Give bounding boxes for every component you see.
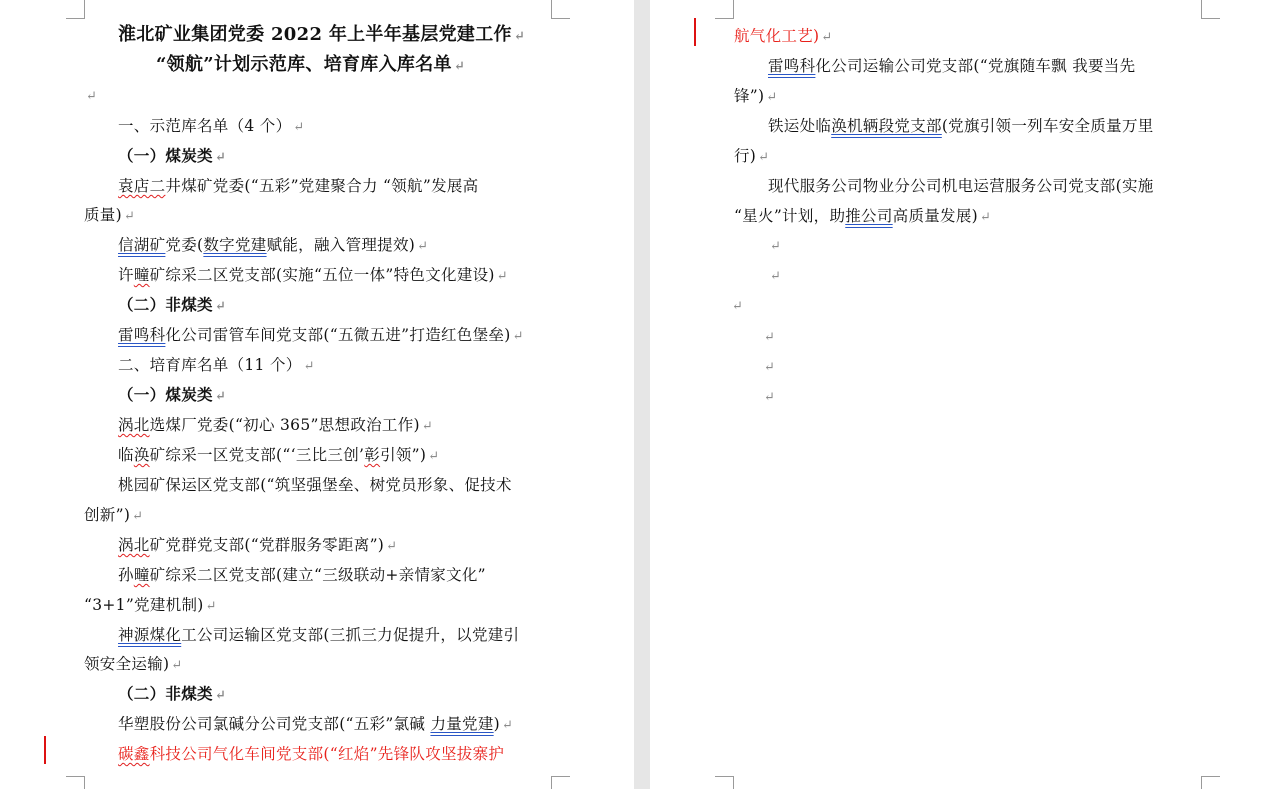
section-heading: 一、示范库名单（4 个） ↵ [118,117,305,135]
list-item-cont: “3+1”党建机制) ↵ [84,596,217,614]
list-item: 袁店二井煤矿党委(“五彩”党建聚合力 “领航”发展高 [118,177,479,195]
list-item: 许疃矿综采二区党支部(实施“五位一体”特色文化建设) ↵ [118,266,508,284]
crop-mark [66,776,85,789]
subsection-heading: （二）非煤类 ↵ [118,295,227,314]
crop-mark [551,0,570,19]
crop-mark [1201,776,1220,789]
list-item: 桃园矿保运区党支部(“筑坚强堡垒、树党员形象、促技术 [118,476,512,494]
subsection-heading: （一）煤炭类 ↵ [118,146,227,165]
empty-paragraph: ↵ [764,330,776,345]
list-item: 神源煤化工公司运输区党支部(三抓三力促提升，以党建引 [118,626,520,644]
list-item: 铁运处临涣机辆段党支部(党旗引领一列车安全质量万里 [768,117,1154,135]
list-item: 涡北矿党群党支部(“党群服务零距离”) ↵ [118,536,398,554]
change-bar [44,736,46,764]
list-item-tracked-cont: 航气化工艺) ↵ [734,27,833,45]
document-page-left[interactable] [0,0,634,789]
list-item: 雷鸣科化公司雷管车间党支部(“五微五进”打造红色堡垒) ↵ [118,326,524,344]
subsection-heading: （一）煤炭类 ↵ [118,385,227,404]
empty-paragraph: ↵ [764,390,776,405]
crop-mark [551,776,570,789]
list-item-tracked: 碳鑫科技公司气化车间党支部(“红焰”先锋队攻坚拔寨护 [118,745,505,763]
section-heading: 二、培育库名单（11 个） ↵ [118,356,315,374]
list-item-cont: 行) ↵ [734,147,770,165]
empty-paragraph: ↵ [770,239,782,254]
subsection-heading: （二）非煤类 ↵ [118,684,227,703]
list-item: 临涣矿综采一区党支部(“‘三比三创’彰引领”) ↵ [118,446,440,464]
list-item: 孙疃矿综采二区党支部(建立“三级联动+亲情家文化” [118,566,486,584]
empty-paragraph: ↵ [764,360,776,375]
list-item: 雷鸣科化公司运输公司党支部(“党旗随车飘 我要当先 [768,57,1136,75]
doc-title-line1: 淮北矿业集团党委 2022 年上半年基层党建工作 ↵ [118,24,526,45]
crop-mark [715,776,734,789]
list-item-cont: 锋”) ↵ [734,87,778,105]
list-item-cont: 创新”) ↵ [84,506,144,524]
page-gap [634,0,650,789]
document-page-right[interactable] [650,0,1287,789]
empty-paragraph: ↵ [732,299,744,314]
list-item: 信湖矿党委(数字党建赋能，融入管理提效) ↵ [118,236,429,254]
empty-paragraph: ↵ [86,89,98,104]
crop-mark [1201,0,1220,19]
crop-mark [715,0,734,19]
list-item: 现代服务公司物业分公司机电运营服务公司党支部(实施 [768,177,1154,195]
crop-mark [66,0,85,19]
list-item: 涡北选煤厂党委(“初心 365”思想政治工作) ↵ [118,416,434,434]
doc-title-line2: “领航”计划示范库、培育库入库名单 ↵ [156,54,466,75]
list-item: 华塑股份公司氯碱分公司党支部(“五彩”氯碱 力量党建) ↵ [118,715,514,733]
change-bar [694,18,696,46]
list-item-cont: 领安全运输) ↵ [84,655,183,673]
list-item-cont: “星火”计划，助推公司高质量发展) ↵ [734,207,992,225]
empty-paragraph: ↵ [770,269,782,284]
list-item-cont: 质量) ↵ [84,206,136,224]
